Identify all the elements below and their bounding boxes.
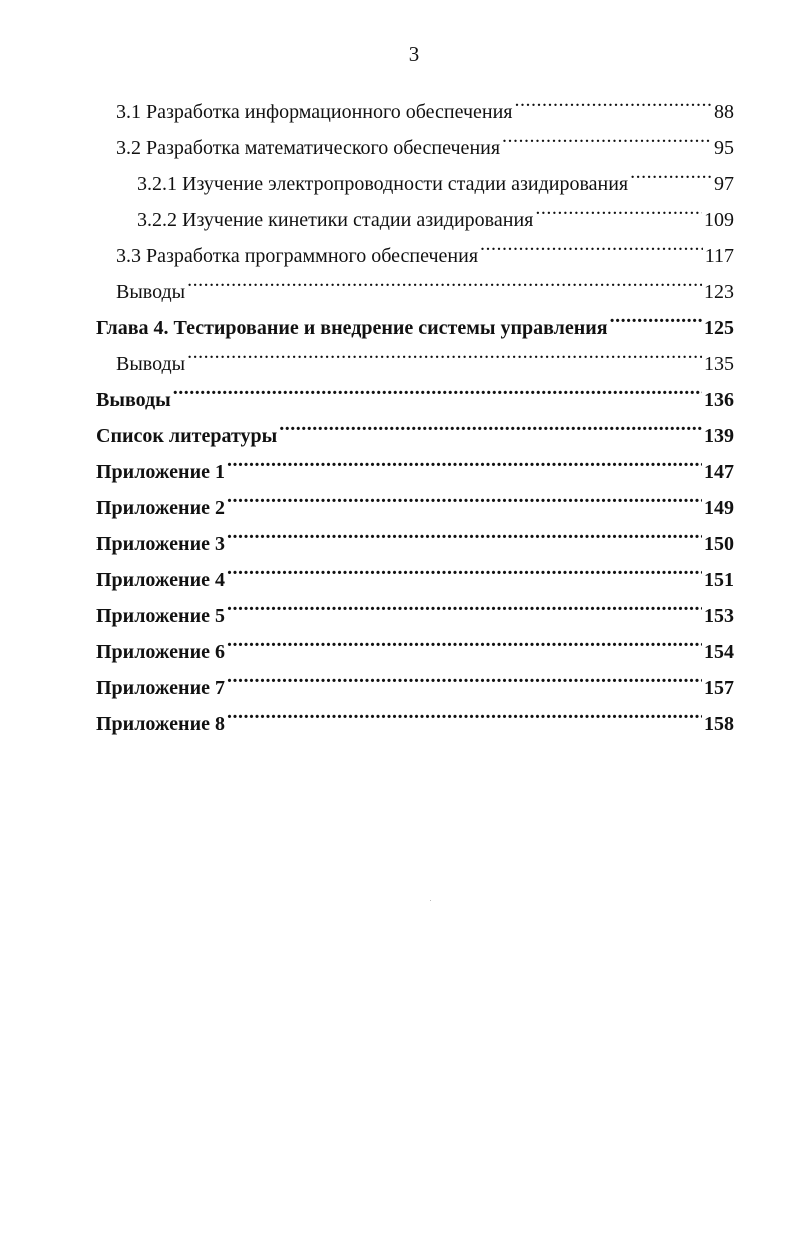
toc-entry-title: 3.2.2 Изучение кинетики стадии азидирования [137, 209, 534, 231]
toc-entry-page: 95 [714, 137, 734, 159]
toc-entry-title: 3.1 Разработка информационного обеспечения [116, 101, 513, 123]
toc-entry-3-1[interactable] [96, 82, 734, 123]
dot-leader [279, 406, 702, 442]
toc-entry-title: Приложение 2 [96, 497, 225, 519]
toc-entry-page: 151 [704, 569, 734, 591]
toc-entry-page: 123 [704, 281, 734, 303]
toc-entry-page: 154 [704, 641, 734, 663]
dot-leader [227, 478, 702, 514]
toc-entry-title: Приложение 4 [96, 569, 225, 591]
dot-leader [227, 442, 702, 478]
dot-leader [187, 334, 702, 370]
scan-speck [430, 900, 431, 901]
toc-entry-page: 158 [704, 713, 734, 735]
toc-entry-page: 125 [704, 317, 734, 339]
toc-entry-page: 135 [704, 353, 734, 375]
dot-leader [227, 514, 702, 550]
toc-entry-title: Глава 4. Тестирование и внедрение системы управления [96, 317, 608, 339]
dot-leader [173, 370, 702, 406]
toc-entry-chapter3-conclusions[interactable] [96, 262, 734, 303]
dot-leader [502, 118, 712, 154]
toc-entry-page: 153 [704, 605, 734, 627]
dot-leader [227, 622, 702, 658]
dot-leader [535, 190, 702, 226]
toc-entry-chapter-4[interactable] [96, 298, 734, 339]
dot-leader [227, 658, 702, 694]
toc-entry-title: Список литературы [96, 425, 278, 447]
toc-entry-title: Приложение 7 [96, 677, 225, 699]
toc-entry-page: 117 [704, 245, 734, 267]
dot-leader [480, 226, 703, 262]
toc-entry-page: 97 [714, 173, 734, 195]
toc-entry-page: 150 [704, 533, 734, 555]
toc-entry-chapter4-conclusions[interactable] [96, 334, 734, 375]
toc-entry-page: 139 [704, 425, 734, 447]
toc-entry-title: 3.2.1 Изучение электропроводности стадии азидирования [137, 173, 629, 195]
toc-entry-page: 136 [704, 389, 734, 411]
dot-leader [227, 586, 702, 622]
toc-entry-page: 157 [704, 677, 734, 699]
dot-leader [187, 262, 702, 298]
toc-entry-title: Выводы [116, 281, 186, 303]
table-of-contents [96, 82, 734, 735]
dot-leader [227, 550, 702, 586]
toc-entry-title: Приложение 1 [96, 461, 225, 483]
toc-entry-title: Выводы [96, 389, 171, 411]
toc-entry-title: Приложение 6 [96, 641, 225, 663]
dot-leader [514, 82, 712, 118]
page-number: 3 [408, 42, 420, 66]
dot-leader [630, 154, 712, 190]
dot-leader [610, 298, 702, 334]
toc-entry-title: Приложение 3 [96, 533, 225, 555]
toc-entry-page: 88 [714, 101, 734, 123]
toc-entry-title: Выводы [116, 353, 186, 375]
toc-entry-page: 149 [704, 497, 734, 519]
toc-entry-title: 3.3 Разработка программного обеспечения [116, 245, 479, 267]
toc-entry-page: 109 [704, 209, 734, 231]
dot-leader [227, 694, 702, 730]
toc-entry-title: 3.2 Разработка математического обеспечения [116, 137, 501, 159]
toc-entry-page: 147 [704, 461, 734, 483]
toc-entry-conclusions[interactable] [96, 370, 734, 411]
toc-entry-title: Приложение 5 [96, 605, 225, 627]
toc-entry-references[interactable] [96, 406, 734, 447]
toc-entry-title: Приложение 8 [96, 713, 225, 735]
